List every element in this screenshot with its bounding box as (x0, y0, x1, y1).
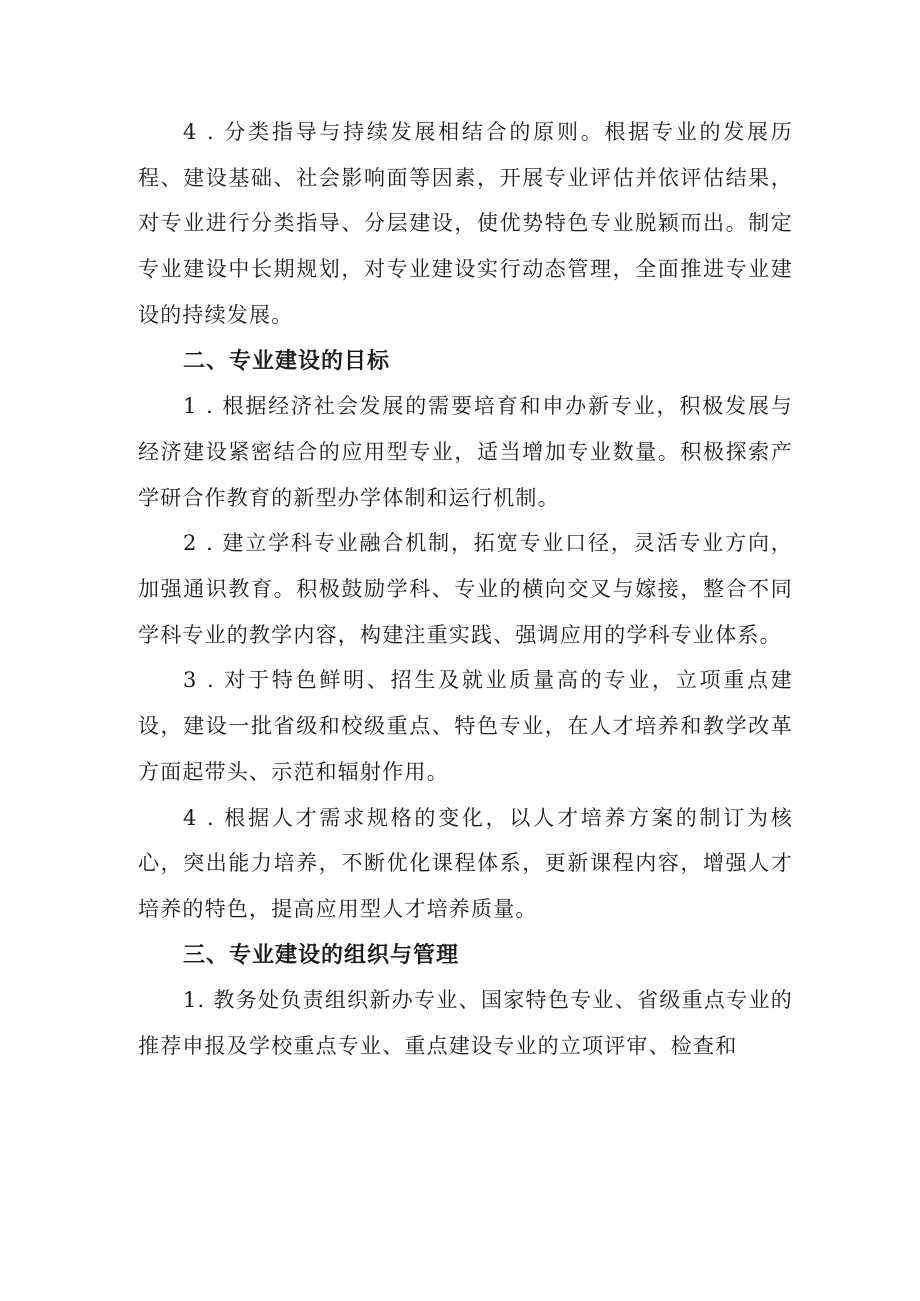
goal-1-paragraph: 1 . 根据经济社会发展的需要培育和申办新专业，积极发展与经济建设紧密结合的应用型专业，适当增加专业数量。积极探索产学研合作教育的新型办学体制和运行机制。 (138, 394, 793, 510)
document-page (138, 110, 793, 1070)
organization-1-paragraph: 1. 教务处负责组织新办专业、国家特色专业、省级重点专业的推荐申报及学校重点专业、重点建设专业的立项评审、检查和 (138, 988, 793, 1059)
principle-4-paragraph: 4 . 分类指导与持续发展相结合的原则。根据专业的发展历程、建设基础、社会影响面等因素，开展专业评估并依评估结果，对专业进行分类指导、分层建设，使优势特色专业脱颖而出。制定专业建设中长期规划，对专业建设实行动态管理，全面推进专业建设的持续发展。 (138, 120, 793, 327)
goal-2-paragraph: 2 . 建立学科专业融合机制，拓宽专业口径，灵活专业方向，加强通识教育。积极鼓励学科、专业的横向交叉与嫁接，整合不同学科专业的教学内容，构建注重实践、强调应用的学科专业体系。 (138, 531, 793, 647)
section-heading-goals: 二、专业建设的目标 (183, 348, 391, 374)
section-heading-organization: 三、专业建设的组织与管理 (183, 942, 460, 968)
goal-3-paragraph: 3 . 对于特色鲜明、招生及就业质量高的专业，立项重点建设，建设一批省级和校级重点、特色专业，在人才培养和教学改革方面起带头、示范和辐射作用。 (138, 668, 793, 784)
goal-4-paragraph: 4 . 根据人才需求规格的变化，以人才培养方案的制订为核心，突出能力培养，不断优化课程体系，更新课程内容，增强人才培养的特色，提高应用型人才培养质量。 (138, 805, 793, 921)
